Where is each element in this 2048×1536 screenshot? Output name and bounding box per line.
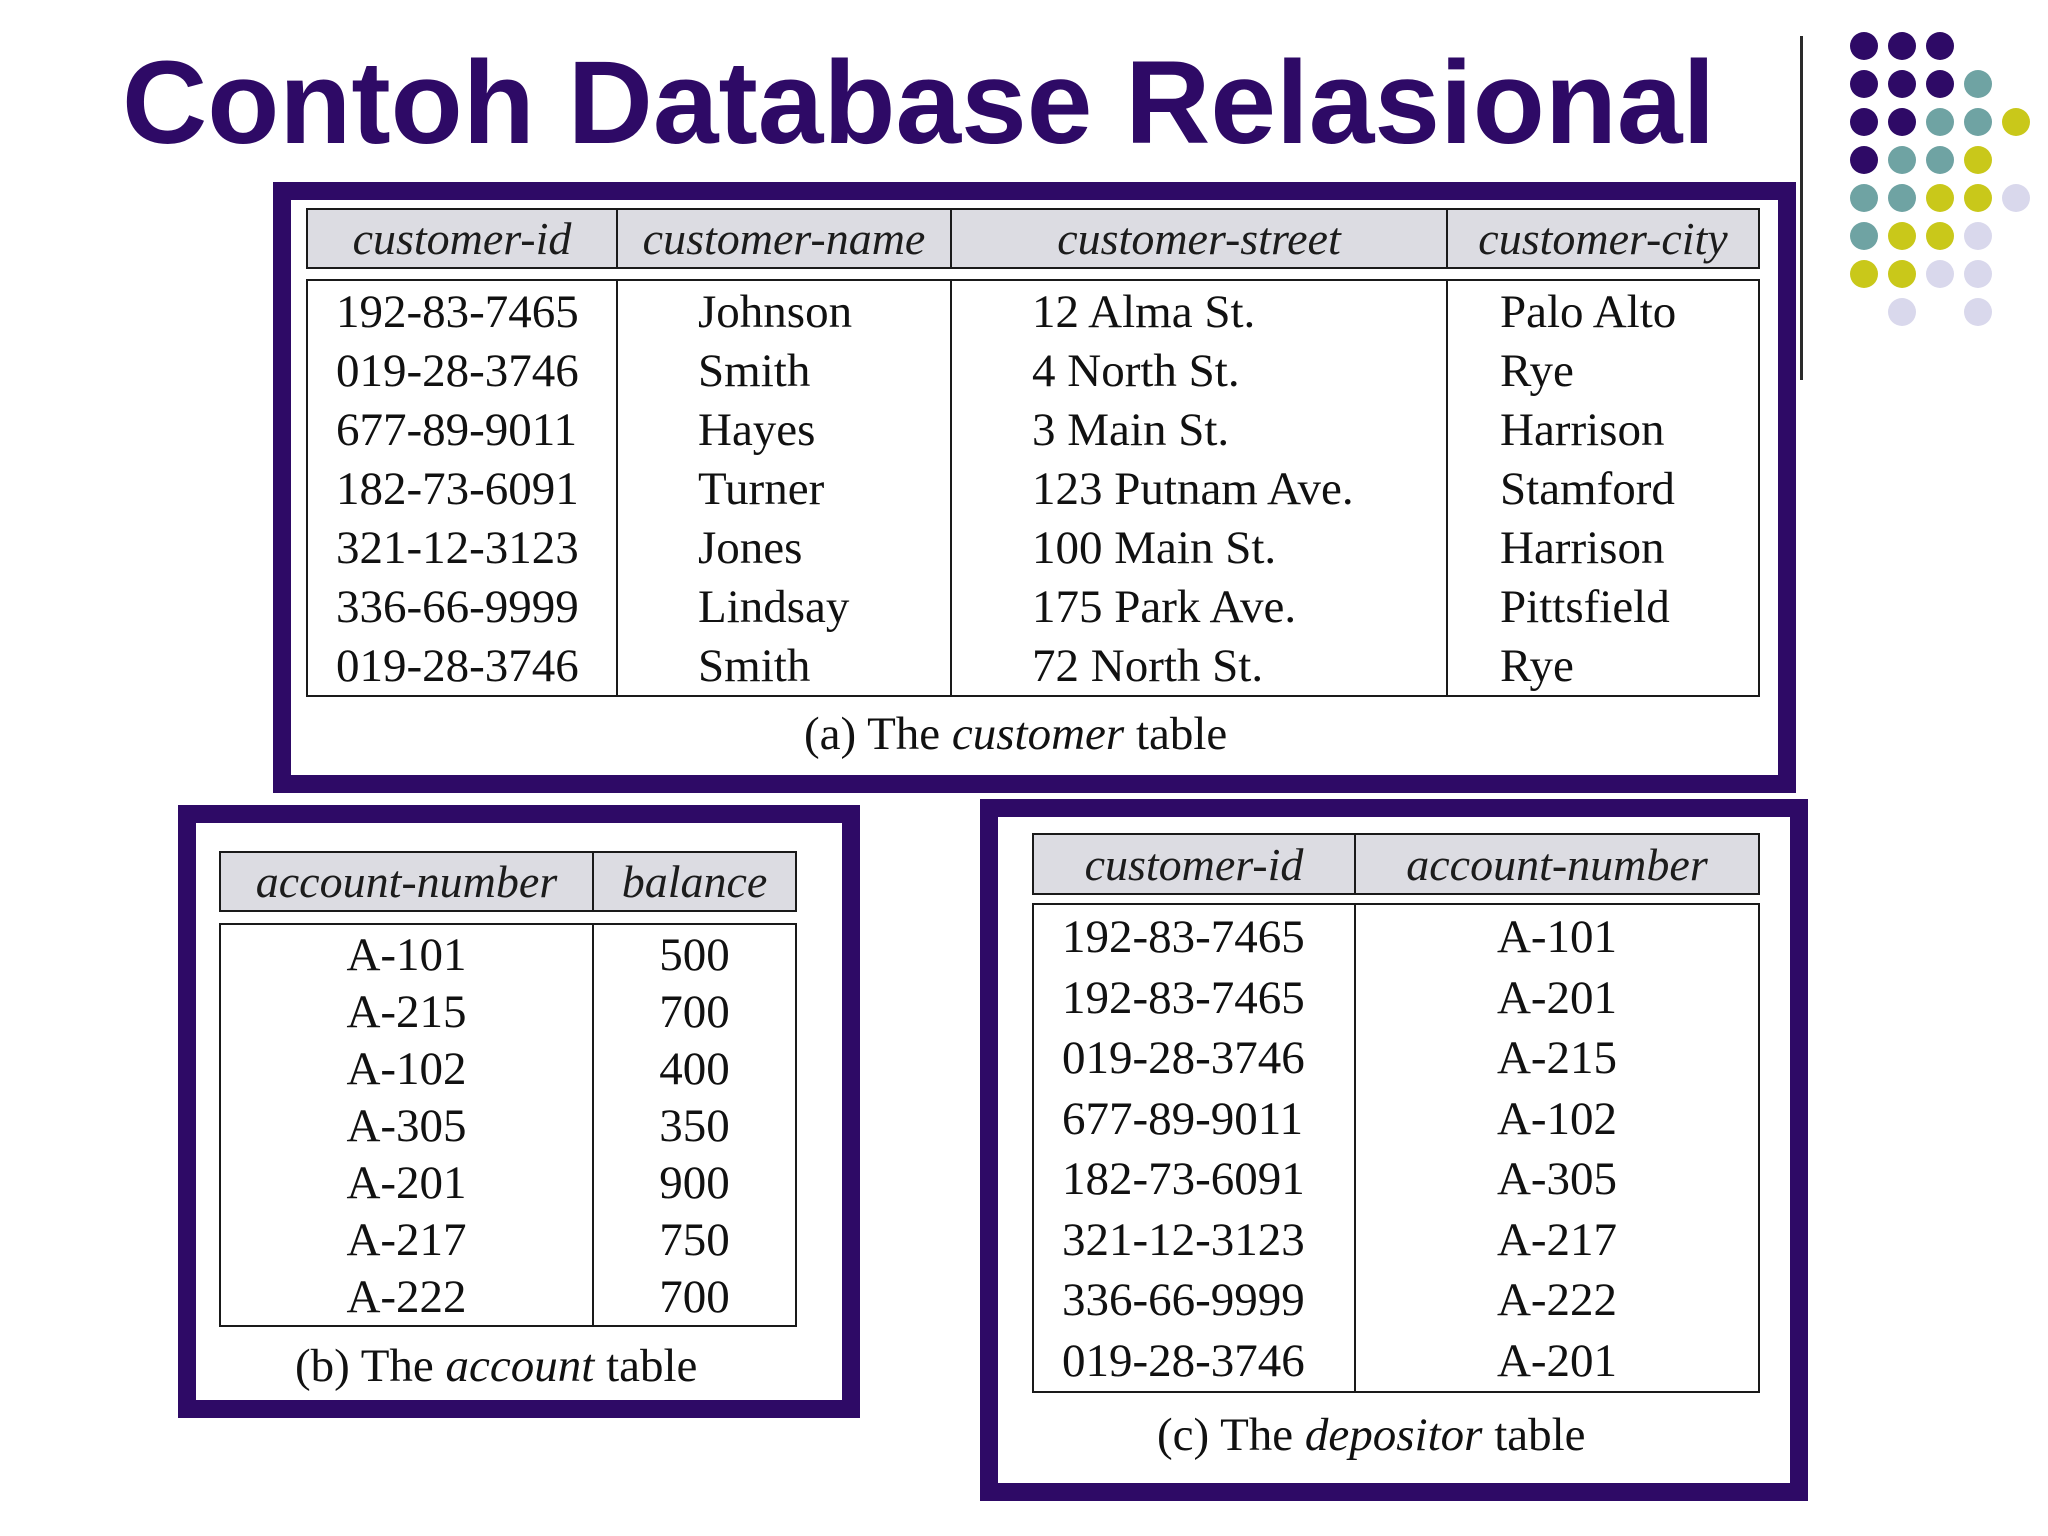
decorative-dot bbox=[1964, 70, 1992, 98]
table-cell: A-217 bbox=[1496, 1213, 1618, 1266]
table-cell: Harrison bbox=[1500, 404, 1665, 457]
slide-title: Contoh Database Relasional bbox=[122, 37, 1716, 169]
decorative-dot bbox=[1964, 222, 1992, 250]
table-cell: Palo Alto bbox=[1500, 286, 1677, 339]
decorative-dot bbox=[1888, 222, 1916, 250]
table-cell: A-222 bbox=[1496, 1274, 1618, 1327]
table-cell: 700 bbox=[659, 986, 730, 1039]
decorative-dot bbox=[1888, 32, 1916, 60]
table-cell: A-217 bbox=[346, 1213, 467, 1266]
decorative-dot bbox=[1926, 260, 1954, 288]
table-cell: A-201 bbox=[346, 1156, 467, 1209]
decorative-dot bbox=[1926, 222, 1954, 250]
table-cell: 500 bbox=[659, 929, 730, 982]
table-cell: Jones bbox=[698, 521, 803, 574]
table-cell: A-201 bbox=[1496, 971, 1618, 1024]
decorative-dot bbox=[1850, 70, 1878, 98]
table-cell: 400 bbox=[659, 1043, 730, 1096]
table-cell: Smith bbox=[698, 345, 811, 398]
column-header: customer-name bbox=[618, 210, 952, 267]
account-table-body bbox=[219, 923, 797, 1327]
decorative-dot bbox=[1964, 146, 1992, 174]
table-column bbox=[618, 281, 952, 695]
decorative-dot bbox=[1888, 184, 1916, 212]
table-cell: A-215 bbox=[346, 986, 467, 1039]
decorative-dot bbox=[1850, 184, 1878, 212]
depositor-table-body bbox=[1032, 903, 1760, 1393]
table-cell: Hayes bbox=[698, 404, 816, 457]
decorative-dot bbox=[1850, 32, 1878, 60]
decorative-dot bbox=[1926, 108, 1954, 136]
table-cell: 182-73-6091 bbox=[336, 463, 579, 515]
table-cell: 192-83-7465 bbox=[1062, 911, 1305, 964]
customer-table-header bbox=[306, 208, 1760, 269]
table-cell: Harrison bbox=[1500, 521, 1665, 574]
title-divider-line bbox=[1800, 36, 1803, 380]
table-cell: 336-66-9999 bbox=[336, 580, 579, 633]
table-cell: 019-28-3746 bbox=[336, 639, 579, 692]
customer-table-body bbox=[306, 279, 1760, 697]
decorative-dot bbox=[2002, 184, 2030, 212]
decorative-dot bbox=[1964, 260, 1992, 288]
table-cell: 72 North St. bbox=[1032, 639, 1264, 692]
table-cell: A-215 bbox=[1496, 1032, 1618, 1085]
table-column bbox=[221, 925, 594, 1325]
table-column bbox=[594, 925, 795, 1325]
table-cell: 4 North St. bbox=[1032, 345, 1240, 398]
table-cell: 321-12-3123 bbox=[1062, 1213, 1305, 1266]
table-cell: A-222 bbox=[346, 1270, 467, 1323]
table-cell: 350 bbox=[659, 1100, 730, 1152]
table-cell: 192-83-7465 bbox=[336, 286, 579, 339]
table-cell: Rye bbox=[1500, 345, 1574, 398]
decorative-dot bbox=[2002, 108, 2030, 136]
customer-table-caption: (a) The customer table bbox=[804, 708, 1228, 760]
table-cell: 182-73-6091 bbox=[1062, 1153, 1305, 1206]
decorative-dot bbox=[1964, 298, 1992, 326]
column-header: customer-id bbox=[1034, 835, 1356, 893]
table-cell: A-102 bbox=[346, 1043, 467, 1096]
table-column bbox=[1448, 281, 1758, 695]
table-cell: Pittsfield bbox=[1500, 580, 1670, 633]
table-cell: A-305 bbox=[1496, 1153, 1618, 1206]
column-header: customer-street bbox=[952, 210, 1448, 267]
decorative-dot bbox=[1964, 108, 1992, 136]
decorative-dot bbox=[1926, 146, 1954, 174]
table-cell: 019-28-3746 bbox=[1062, 1334, 1305, 1387]
account-table-header bbox=[219, 851, 797, 912]
table-column bbox=[952, 281, 1448, 695]
column-header: balance bbox=[621, 856, 768, 907]
decorative-dot bbox=[1888, 146, 1916, 174]
table-cell: 3 Main St. bbox=[1032, 404, 1230, 457]
decorative-dot bbox=[1850, 146, 1878, 174]
table-cell: Turner bbox=[698, 463, 825, 515]
decorative-dot bbox=[1850, 260, 1878, 288]
decorative-dot bbox=[1888, 298, 1916, 326]
table-cell: 019-28-3746 bbox=[1062, 1032, 1305, 1085]
decorative-dot bbox=[1850, 108, 1878, 136]
decorative-dot bbox=[1964, 184, 1992, 212]
table-cell: Lindsay bbox=[698, 580, 850, 633]
account-table-caption: (b) The account table bbox=[295, 1340, 698, 1392]
table-cell: Smith bbox=[698, 639, 811, 692]
table-cell: 12 Alma St. bbox=[1032, 286, 1256, 339]
table-cell: A-305 bbox=[346, 1100, 467, 1152]
table-column bbox=[308, 281, 618, 695]
decorative-dot bbox=[1888, 108, 1916, 136]
table-cell: 321-12-3123 bbox=[336, 521, 579, 574]
table-cell: 336-66-9999 bbox=[1062, 1274, 1305, 1327]
depositor-table-header bbox=[1032, 833, 1760, 895]
decorative-dot bbox=[1888, 260, 1916, 288]
table-cell: 019-28-3746 bbox=[336, 345, 579, 398]
column-header: customer-city bbox=[1478, 213, 1728, 264]
decorative-dot bbox=[1926, 70, 1954, 98]
table-cell: 123 Putnam Ave. bbox=[1032, 463, 1354, 515]
table-cell: 677-89-9011 bbox=[1062, 1092, 1304, 1145]
table-column bbox=[1356, 905, 1758, 1391]
table-cell: A-201 bbox=[1496, 1334, 1618, 1387]
table-cell: A-101 bbox=[346, 929, 467, 982]
decorative-dot bbox=[1850, 222, 1878, 250]
table-cell: 175 Park Ave. bbox=[1032, 580, 1297, 633]
table-cell: Stamford bbox=[1500, 463, 1675, 515]
table-cell: Rye bbox=[1500, 639, 1574, 692]
table-cell: 677-89-9011 bbox=[336, 404, 578, 457]
column-header: account-number bbox=[221, 853, 594, 910]
table-cell: 192-83-7465 bbox=[1062, 971, 1305, 1024]
table-cell: 900 bbox=[659, 1156, 730, 1209]
table-cell: 700 bbox=[659, 1270, 730, 1323]
table-cell: A-101 bbox=[1496, 911, 1618, 964]
table-cell: 750 bbox=[659, 1213, 730, 1266]
column-header: account-number bbox=[1406, 838, 1708, 890]
decorative-dot bbox=[1926, 32, 1954, 60]
table-cell: 100 Main St. bbox=[1032, 521, 1277, 574]
column-header: customer-id bbox=[308, 210, 618, 267]
depositor-table-caption: (c) The depositor table bbox=[1157, 1409, 1586, 1461]
decorative-dot bbox=[1926, 184, 1954, 212]
table-column bbox=[1034, 905, 1356, 1391]
decorative-dot bbox=[1888, 70, 1916, 98]
table-cell: A-102 bbox=[1496, 1092, 1618, 1145]
table-cell: Johnson bbox=[698, 286, 853, 339]
